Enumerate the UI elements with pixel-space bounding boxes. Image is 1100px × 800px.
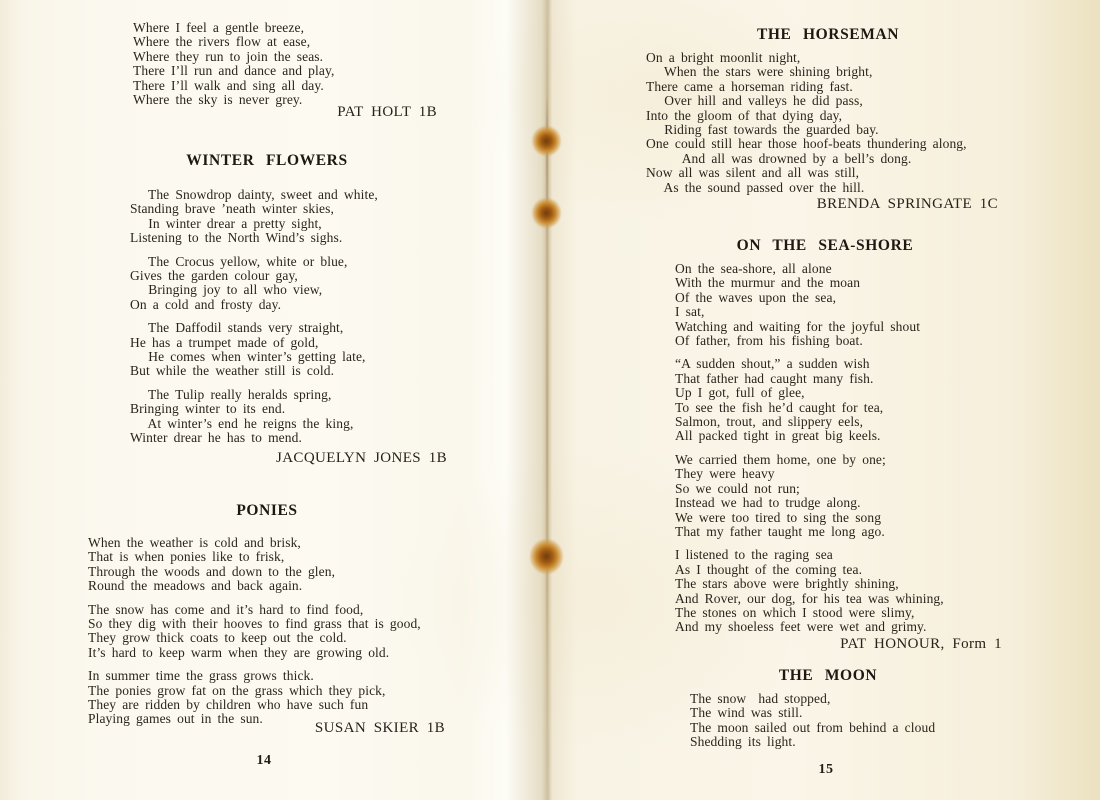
poem-author: PAT HOLT 1B	[337, 104, 437, 120]
poem-line: The snow has come and it’s hard to find food,	[88, 601, 364, 617]
poem-title-winter-flowers: WINTER FLOWERS	[186, 152, 348, 169]
poem-line: The stars above were brightly shining,	[675, 576, 899, 592]
poem-author: JACQUELYN JONES 1B	[275, 450, 447, 466]
poem-line: The ponies grow fat on the grass which they pick,	[88, 682, 386, 698]
poem-line: That my father taught me long ago.	[675, 523, 885, 539]
stanza	[646, 51, 967, 195]
poem-line: They grow thick coats to keep out the cold.	[88, 630, 347, 646]
poem-line: Round the meadows and back again.	[88, 578, 303, 594]
poem-line: The Crocus yellow, white or blue,	[130, 253, 348, 269]
stanza	[675, 357, 944, 443]
stain-mark	[530, 539, 563, 574]
poem-title-ponies: PONIES	[236, 502, 298, 519]
poem-line: There I’ll run and dance and play,	[133, 63, 335, 79]
stanza	[130, 388, 378, 446]
poem-line: I listened to the raging sea	[675, 547, 833, 563]
poem-line: There came a horseman riding fast.	[646, 78, 853, 94]
poem-line: The Snowdrop dainty, sweet and white,	[130, 187, 378, 202]
poem-line: Where they run to join the seas.	[133, 48, 324, 64]
poem-line: Playing games out in the sun.	[88, 711, 263, 727]
poem-line: All packed tight in great big keels.	[675, 428, 881, 444]
poem-line: To see the fish he’d caught for tea,	[675, 399, 884, 415]
poem-line: On a cold and frosty day.	[130, 296, 282, 312]
poem-line: The Tulip really heralds spring,	[130, 386, 332, 402]
poem-line: So they dig with their hooves to find grass that is good,	[88, 616, 421, 632]
stanza	[88, 669, 421, 727]
poem-line: In winter drear a pretty sight,	[130, 215, 322, 231]
poem-line: Bringing winter to its end.	[130, 401, 286, 417]
stanza	[130, 188, 378, 246]
poem-author: PAT HONOUR, Form 1	[840, 636, 1002, 652]
poem-line: In summer time the grass grows thick.	[88, 668, 314, 684]
page-gutter-seam	[546, 0, 548, 800]
poem-line: Now all was silent and all was still,	[646, 165, 860, 181]
stanza	[130, 255, 378, 313]
poem-line: Gives the garden colour gay,	[130, 268, 298, 284]
stanza	[88, 536, 421, 594]
poem-title-on-the-sea-shore: ON THE SEA-SHORE	[736, 237, 914, 254]
poem-line: And my shoeless feet were wet and grimy.	[675, 619, 927, 635]
poem-line: Through the woods and down to the glen,	[88, 563, 336, 579]
poem-line: But while the weather still is cold.	[130, 363, 335, 379]
poem-line: With the murmur and the moan	[675, 275, 861, 291]
poem-line: On a bright moonlit night,	[646, 50, 801, 65]
poem-line: “A sudden shout,” a sudden wish	[675, 356, 870, 372]
stanza	[88, 603, 421, 661]
stanza	[675, 262, 944, 348]
poem-line: Shedding its light.	[690, 734, 796, 750]
poem-line: Watching and waiting for the joyful shout	[675, 318, 921, 334]
poem-line: One could still hear those hoof-beats thundering along,	[646, 136, 967, 152]
poem-line: Over hill and valleys he did pass,	[646, 93, 863, 109]
poem-line: Standing brave ’neath winter skies,	[130, 201, 334, 217]
poem-line: That father had caught many fish.	[675, 370, 874, 386]
poem-line: Salmon, trout, and slippery eels,	[675, 414, 864, 430]
poem-line: Where the rivers flow at ease,	[133, 34, 311, 50]
poem-line: As the sound passed over the hill.	[646, 179, 865, 195]
poem-horseman-body	[646, 51, 967, 204]
poem-line: Up I got, full of glee,	[675, 385, 805, 401]
stanza	[675, 548, 944, 634]
poem-line: Riding fast towards the guarded bay.	[646, 122, 879, 138]
poem-line: Of the waves upon the sea,	[675, 289, 837, 305]
poem-author: SUSAN SKIER 1B	[314, 720, 445, 736]
poem-line: They were heavy	[675, 466, 775, 482]
poem-line: Bringing joy to all who view,	[130, 282, 323, 298]
poem-line: The Daffodil stands very straight,	[130, 320, 344, 336]
poem-line: I sat,	[675, 304, 705, 320]
poem-line: As I thought of the coming tea.	[675, 561, 863, 577]
poem-title-the-moon: THE MOON	[778, 667, 878, 684]
poem-line: The moon sailed out from behind a cloud	[690, 719, 936, 735]
poem-untitled-body	[133, 21, 334, 116]
poem-line: It’s hard to keep warm when they are growing old.	[88, 644, 390, 660]
poem-line: When the weather is cold and brisk,	[88, 535, 301, 550]
poem-line: Instead we had to trudge along.	[675, 495, 861, 511]
stanza	[130, 321, 378, 379]
poem-line: Of father, from his fishing boat.	[675, 333, 863, 349]
poem-moon-body	[690, 692, 935, 759]
poem-line: So we could not run;	[675, 480, 800, 496]
poem-author: BRENDA SPRINGATE 1C	[816, 196, 998, 212]
poem-line: That is when ponies like to frisk,	[88, 549, 285, 565]
poem-title-the-horseman: THE HORSEMAN	[756, 26, 900, 43]
poem-winter-flowers-body	[130, 188, 378, 455]
poem-line: We were too tired to sing the song	[675, 509, 882, 525]
poem-line: The wind was still.	[690, 705, 803, 721]
poem-line: On the sea-shore, all alone	[675, 261, 832, 276]
page-number-left: 14	[256, 753, 272, 768]
poem-line: Into the gloom of that dying day,	[646, 107, 843, 123]
poem-line: When the stars were shining bright,	[646, 64, 873, 80]
stanza	[133, 21, 334, 107]
stanza	[690, 692, 935, 750]
stain-mark	[532, 198, 561, 228]
poem-line: The stones on which I stood were slimy,	[675, 604, 915, 620]
poem-line: Where I feel a gentle breeze,	[133, 20, 305, 35]
poem-line: Where the sky is never grey.	[133, 92, 303, 108]
poem-line: He comes when winter’s getting late,	[130, 349, 366, 365]
stain-mark	[532, 126, 561, 156]
poem-line: And Rover, our dog, for his tea was whining,	[675, 590, 944, 606]
page-number-right: 15	[818, 762, 834, 777]
poem-line: There I’ll walk and sing all day.	[133, 77, 324, 93]
poem-line: Winter drear he has to mend.	[130, 430, 302, 446]
poem-line: Listening to the North Wind’s sighs.	[130, 230, 343, 246]
poem-line: We carried them home, one by one;	[675, 451, 886, 467]
poem-line: And all was drowned by a bell’s dong.	[646, 150, 912, 166]
poem-line: The snow had stopped,	[690, 691, 831, 706]
poem-line: They are ridden by children who have such fun	[88, 697, 369, 713]
poem-ponies-body	[88, 536, 421, 736]
stanza	[675, 453, 944, 539]
poem-sea-shore-body	[675, 262, 944, 644]
poem-line: At winter’s end he reigns the king,	[130, 415, 354, 431]
poem-line: He has a trumpet made of gold,	[130, 334, 319, 350]
